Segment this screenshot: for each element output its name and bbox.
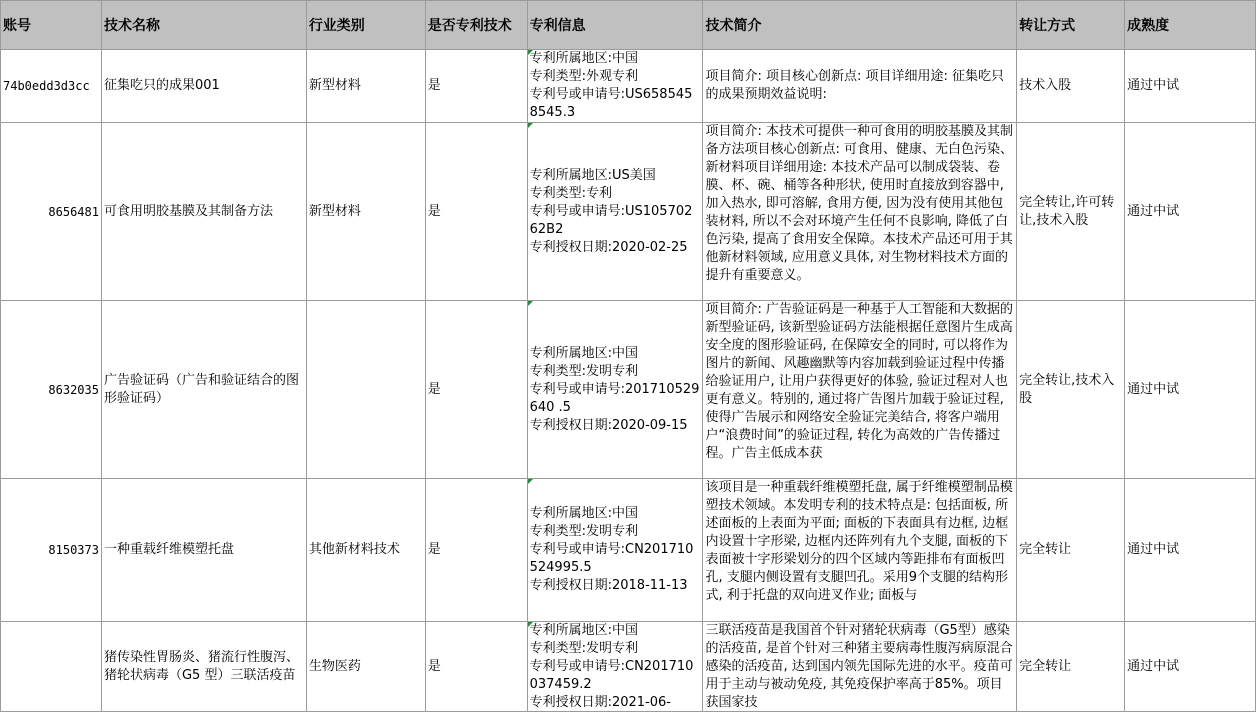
cell-industry[interactable] (306, 301, 425, 479)
cell-account[interactable]: 8150373 (1, 479, 102, 622)
cell-transfer[interactable]: 技术入股 (1017, 50, 1125, 123)
cell-tech-name[interactable]: 一种重载纤维模塑托盘 (101, 479, 306, 622)
header-patent-info[interactable]: 专利信息 (527, 1, 703, 50)
cell-is-patent[interactable]: 是 (425, 479, 527, 622)
cell-intro[interactable] (703, 123, 1017, 301)
cell-transfer[interactable]: 完全转让 (1017, 622, 1125, 712)
table-row (1, 50, 1256, 123)
cell-industry[interactable]: 新型材料 (306, 123, 425, 301)
intro-text: 项目简介: 广告验证码是一种基于人工智能和大数据的新型验证码, 该新型验证码方法能根据任意图片生成高安全度的图形验证码, 在保障安全的同时, 可以将作为图片的新闻、风趣幽默等内容加载到验证过程中传播给验证用户, 让用户获得更好的体验, 验证过程对人也更有意义。特别的, 通过将广告图片加载于验证过程, 使得广告展示和网络安全验证完美结合, 将客户端用户“浪费时间”的验证过程, 转化为高效的广告传播过程。广告主低成本获 (705, 302, 1013, 461)
intro-text: 三联活疫苗是我国首个针对猪轮状病毒（G5型）感染的活疫苗, 是首个针对三种猪主要病毒性腹泻病原混合感染的活疫苗, 达到国内领先国际先进的水平。疫苗可用于主动与被动免疫, 其免疫保护率高于85%。项目获国家技 (705, 623, 1013, 710)
header-account[interactable]: 账号 (1, 1, 102, 50)
patent-info-text: 专利所属地区:US美国 专利类型:专利 专利号或申请号:US10570262B2 专利授权日期:2020-02-25 (529, 167, 693, 255)
cell-account[interactable]: 8656481 (1, 123, 102, 301)
cell-maturity[interactable]: 通过中试 (1125, 622, 1256, 712)
cell-is-patent[interactable]: 是 (425, 301, 527, 479)
cell-is-patent[interactable]: 是 (425, 622, 527, 712)
cell-tech-name[interactable]: 猪传染性胃肠炎、猪流行性腹泻、猪轮状病毒（G5 型）三联活疫苗 (101, 622, 306, 712)
cell-patent-info[interactable] (527, 50, 703, 123)
cell-intro[interactable] (703, 301, 1017, 479)
header-industry[interactable]: 行业类别 (306, 1, 425, 50)
cell-industry[interactable]: 新型材料 (306, 50, 425, 123)
header-is-patent[interactable]: 是否专利技术 (425, 1, 527, 50)
header-maturity[interactable]: 成熟度 (1125, 1, 1256, 50)
table-row (1, 622, 1256, 712)
header-tech-name[interactable]: 技术名称 (101, 1, 306, 50)
cell-is-patent[interactable]: 是 (425, 123, 527, 301)
patent-info-text: 专利所属地区:中国 专利类型:发明专利 专利号或申请号:CN201710524995.5 专利授权日期:2018-11-13 (529, 506, 694, 593)
cell-account[interactable]: 74b0edd3d3cc (1, 50, 102, 123)
header-transfer[interactable]: 转让方式 (1017, 1, 1125, 50)
cell-intro[interactable] (703, 50, 1017, 123)
patent-info-text: 专利所属地区:中国 专利类型:发明专利 专利号或申请号:CN201710037459.2 专利授权日期:2021-06- (529, 623, 694, 710)
cell-transfer[interactable]: 完全转让,技术入股 (1017, 301, 1125, 479)
cell-tech-name[interactable]: 征集吃只的成果001 (101, 50, 306, 123)
cell-tech-name[interactable]: 广告验证码（广告和验证结合的图形验证码） (101, 301, 306, 479)
intro-text: 该项目是一种重载纤维模塑托盘, 属于纤维模塑制品模塑技术领域。本发明专利的技术特点是: 包括面板, 所述面板的上表面为平面; 面板的下表面具有边框, 边框内设置十字形梁, 边框内还阵列有九个支腿, 面板的下表面被十字形梁划分的四个区域内等距排布有面板凹孔, 支腿内侧设置有支腿凹孔。采用9个支腿的结构形式, 利于托盘的双向进叉作业; 面板与 (705, 480, 1013, 603)
cell-maturity[interactable]: 通过中试 (1125, 479, 1256, 622)
header-intro[interactable]: 技术简介 (703, 1, 1017, 50)
table-row (1, 123, 1256, 301)
cell-maturity[interactable]: 通过中试 (1125, 123, 1256, 301)
intro-text: 项目简介: 项目核心创新点: 项目详细用途: 征集吃只的成果预期效益说明: (705, 69, 1004, 102)
patent-info-text: 专利所属地区:中国 专利类型:外观专利 专利号或申请号:US6585458545.3 (529, 51, 693, 120)
cell-intro[interactable] (703, 622, 1017, 712)
cell-transfer[interactable]: 完全转让 (1017, 479, 1125, 622)
cell-patent-info[interactable] (527, 622, 703, 712)
cell-tech-name[interactable]: 可食用明胶基膜及其制备方法 (101, 123, 306, 301)
cell-maturity[interactable]: 通过中试 (1125, 50, 1256, 123)
table-row (1, 301, 1256, 479)
patent-info-text: 专利所属地区:中国 专利类型:发明专利 专利号或申请号:201710529640 .5 专利授权日期:2020-09-15 (529, 345, 700, 433)
intro-text: 项目简介: 本技术可提供一种可食用的明胶基膜及其制备方法项目核心创新点: 可食用、健康、无白色污染、新材料项目详细用途: 本技术产品可以制成袋装、卷膜、杯、碗、桶等各种形状, 使用时直接放到容器中, 加入热水, 即可溶解, 食用方便, 因为没有使用其他包装材料, 所以不会对环境产生任何不良影响, 降低了白色污染, 提高了食用安全保障。本技术产品还可用于其他新材料领域, 应用意义具体, 对生物材料技术方面的提升有重要意义。 (705, 124, 1013, 283)
header-row (1, 1, 1256, 50)
cell-intro[interactable] (703, 479, 1017, 622)
cell-is-patent[interactable]: 是 (425, 50, 527, 123)
cell-patent-info[interactable] (527, 123, 703, 301)
cell-industry[interactable]: 其他新材料技术 (306, 479, 425, 622)
cell-maturity[interactable]: 通过中试 (1125, 301, 1256, 479)
cell-industry[interactable]: 生物医药 (306, 622, 425, 712)
cell-patent-info[interactable] (527, 301, 703, 479)
cell-patent-info[interactable] (527, 479, 703, 622)
cell-transfer[interactable]: 完全转让,许可转让,技术入股 (1017, 123, 1125, 301)
cell-account[interactable] (1, 622, 102, 712)
table-row (1, 479, 1256, 622)
cell-account[interactable]: 8632035 (1, 301, 102, 479)
